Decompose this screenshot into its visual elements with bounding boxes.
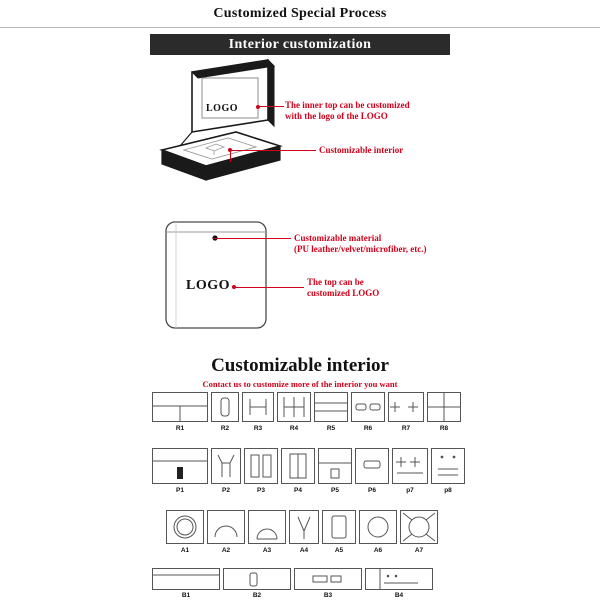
interior-cell-b2[interactable] [223, 568, 291, 590]
pad-ann1-line2: (PU leather/velvet/microfiber, etc.) [294, 244, 427, 254]
interior-label-p1: P1 [176, 487, 184, 494]
box-ann2-leader-tick [230, 150, 231, 162]
pad-ann2-text [307, 277, 477, 299]
interior-cell-p5[interactable] [318, 448, 352, 484]
box-ann1-line2: with the logo of the LOGO [285, 111, 388, 121]
interior-label-r4: R4 [289, 425, 299, 432]
interior-label-a6: A6 [373, 547, 383, 554]
interior-label-b2: B2 [252, 592, 262, 599]
pad-ann1-leader-line [213, 238, 291, 239]
interior-label-a7: A7 [414, 547, 424, 554]
pad-logo-text: LOGO [186, 278, 231, 293]
interior-cell-p2[interactable] [211, 448, 241, 484]
pad-ann1-text [294, 233, 484, 255]
interior-cell-a1[interactable] [166, 510, 204, 544]
interior-label-p4: P4 [294, 487, 302, 494]
interior-row-r [152, 392, 461, 422]
interior-label-b4: B4 [394, 592, 404, 599]
interior-row-p [152, 448, 465, 484]
interior-section-subtitle: Contact us to customize more of the interior you want [202, 379, 398, 389]
interior-cell-r8[interactable] [427, 392, 461, 422]
interior-cell-a7[interactable] [400, 510, 438, 544]
interior-cell-r2[interactable] [211, 392, 239, 422]
interior-label-r8: R8 [439, 425, 449, 432]
pad-ann2-leader-line [234, 287, 304, 288]
gift-box-illustration [150, 58, 290, 188]
interior-cell-p1[interactable] [152, 448, 208, 484]
interior-row-a-labels [166, 547, 438, 554]
pad-ann2-line2: customized LOGO [307, 288, 380, 298]
page-title: Customized Special Process [213, 6, 387, 21]
interior-cell-b4[interactable] [365, 568, 433, 590]
box-ann2-text [319, 145, 469, 156]
interior-row-a [166, 510, 438, 544]
interior-cell-b3[interactable] [294, 568, 362, 590]
interior-label-a5: A5 [334, 547, 344, 554]
box-lid-logo-text: LOGO [206, 103, 239, 114]
box-ann1-text [285, 100, 460, 122]
interior-label-p6: P6 [368, 487, 376, 494]
interior-label-p7: p7 [406, 487, 414, 494]
interior-label-b3: B3 [323, 592, 333, 599]
interior-cell-a2[interactable] [207, 510, 245, 544]
interior-row-p-labels [152, 487, 465, 494]
interior-cell-a5[interactable] [322, 510, 356, 544]
interior-cell-r1[interactable] [152, 392, 208, 422]
pad-ann1-line1: Customizable material [294, 233, 382, 243]
interior-label-r2: R2 [220, 425, 230, 432]
interior-label-r5: R5 [326, 425, 336, 432]
interior-cell-b1[interactable] [152, 568, 220, 590]
interior-cell-r5[interactable] [314, 392, 348, 422]
box-ann2-label: Customizable interior [319, 145, 404, 155]
title-divider [0, 27, 600, 28]
interior-label-a3: A3 [262, 547, 272, 554]
interior-cell-a3[interactable] [248, 510, 286, 544]
interior-row-b [152, 568, 433, 590]
interior-cell-r3[interactable] [242, 392, 274, 422]
interior-row-r-labels [152, 425, 461, 432]
interior-cell-r7[interactable] [388, 392, 424, 422]
interior-cell-p6[interactable] [355, 448, 389, 484]
interior-label-a2: A2 [221, 547, 231, 554]
interior-label-a1: A1 [180, 547, 190, 554]
interior-label-r1: R1 [175, 425, 185, 432]
interior-label-p2: P2 [222, 487, 230, 494]
interior-cell-r6[interactable] [351, 392, 385, 422]
interior-label-p3: P3 [257, 487, 265, 494]
section-banner: Interior customization [150, 34, 450, 55]
interior-cell-p3[interactable] [244, 448, 278, 484]
interior-cell-p8[interactable] [431, 448, 465, 484]
pad-ann2-line1: The top can be [307, 277, 364, 287]
interior-label-a4: A4 [299, 547, 309, 554]
interior-label-p5: P5 [331, 487, 339, 494]
interior-section-title: Customizable interior [211, 355, 389, 376]
interior-label-r6: R6 [363, 425, 373, 432]
interior-row-b-labels [152, 592, 433, 599]
interior-cell-p7[interactable] [392, 448, 428, 484]
interior-label-r3: R3 [253, 425, 263, 432]
interior-cell-p4[interactable] [281, 448, 315, 484]
interior-label-b1: B1 [181, 592, 191, 599]
interior-label-r7: R7 [401, 425, 411, 432]
interior-label-p8: p8 [444, 487, 452, 494]
interior-cell-r4[interactable] [277, 392, 311, 422]
box-ann1-leader-line [258, 106, 284, 107]
interior-cell-a6[interactable] [359, 510, 397, 544]
interior-cell-a4[interactable] [289, 510, 319, 544]
box-ann1-line1: The inner top can be customized [285, 100, 410, 110]
box-ann2-leader-line [230, 150, 316, 151]
